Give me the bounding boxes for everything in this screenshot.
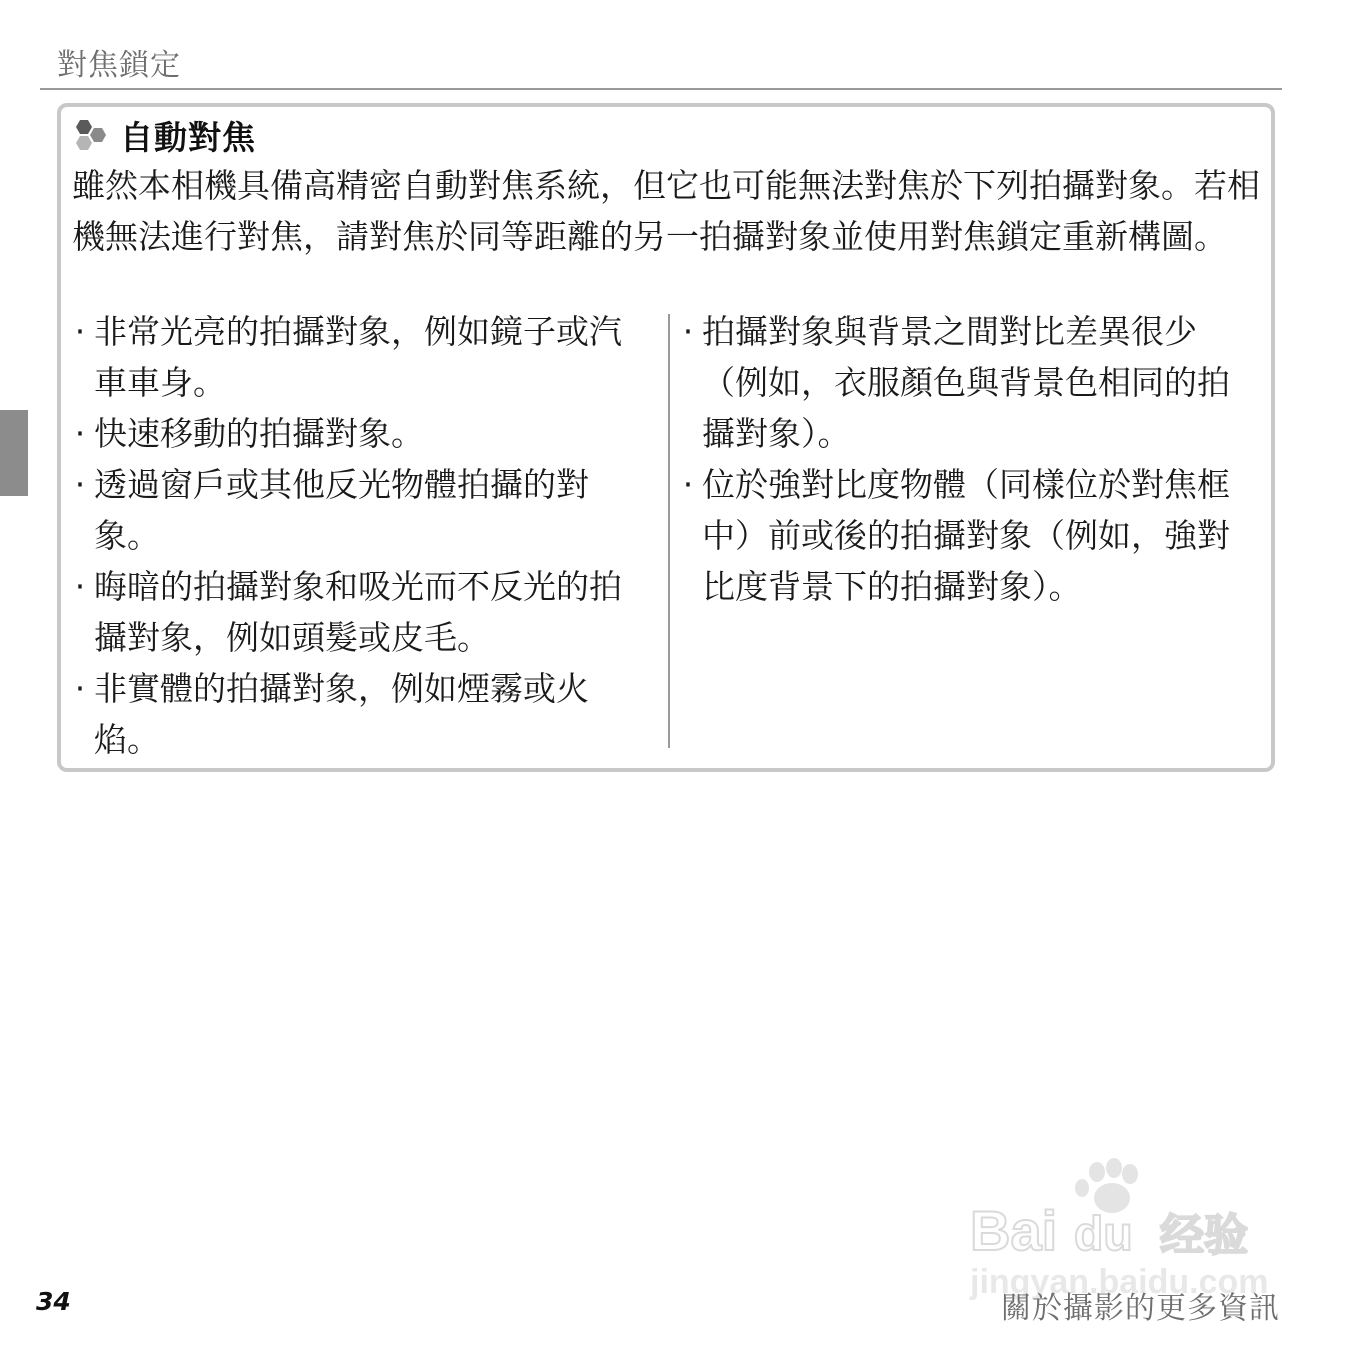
left-bullet-list [72, 306, 638, 765]
bullet-dot: · [682, 465, 694, 504]
watermark-url: jingyan.baidu.com [970, 1263, 1269, 1301]
list-item [72, 306, 638, 408]
list-item-text: 非實體的拍攝對象，例如煙霧或火焰。 [94, 669, 589, 759]
note-heading [72, 115, 256, 155]
bullet-dot: · [74, 669, 86, 708]
page-number: 34 [36, 1287, 71, 1316]
list-item-text: 非常光亮的拍攝對象，例如鏡子或汽車車身。 [94, 312, 622, 402]
list-item [72, 408, 638, 459]
bullet-dot: · [74, 567, 86, 606]
chapter-side-tab [0, 410, 28, 496]
column-divider [668, 314, 670, 748]
header-rule [40, 88, 1282, 90]
bullet-dot: · [74, 465, 86, 504]
bullet-dot: · [74, 414, 86, 453]
note-title: 自動對焦 [120, 117, 256, 157]
bullet-dot: · [74, 312, 86, 351]
list-item-text: 快速移動的拍攝對象。 [94, 414, 424, 453]
list-item [72, 561, 638, 663]
list-item-text: 位於強對比度物體（同樣位於對焦框中）前或後的拍攝對象（例如，強對比度背景下的拍攝對象）。 [702, 465, 1230, 606]
section-footer-title: 關於攝影的更多資訊 [1001, 1291, 1280, 1326]
list-item [680, 459, 1260, 612]
right-bullet-list [680, 306, 1260, 612]
watermark-brand-mid: du [1074, 1208, 1133, 1261]
note-intro-text: 雖然本相機具備高精密自動對焦系統，但它也可能無法對焦於下列拍攝對象。若相機無法進行對焦，請對焦於同等距離的另一拍攝對象並使用對焦鎖定重新構圖。 [72, 166, 1260, 256]
watermark-brand: Bai [970, 1199, 1058, 1262]
list-item-text: 晦暗的拍攝對象和吸光而不反光的拍攝對象，例如頭髮或皮毛。 [94, 567, 622, 657]
list-item [680, 306, 1260, 459]
paw-icon [1075, 1158, 1138, 1213]
list-item [72, 459, 638, 561]
list-item-text: 拍攝對象與背景之間對比差異很少（例如，衣服顏色與背景色相同的拍攝對象）。 [702, 312, 1230, 453]
running-header-title: 對焦鎖定 [57, 48, 181, 83]
list-item [72, 663, 638, 765]
watermark-suffix: 经验 [1160, 1211, 1248, 1260]
bullet-dot: · [682, 312, 694, 351]
note-hexagons-icon [72, 118, 112, 152]
list-item-text: 透過窗戶或其他反光物體拍攝的對象。 [94, 465, 589, 555]
